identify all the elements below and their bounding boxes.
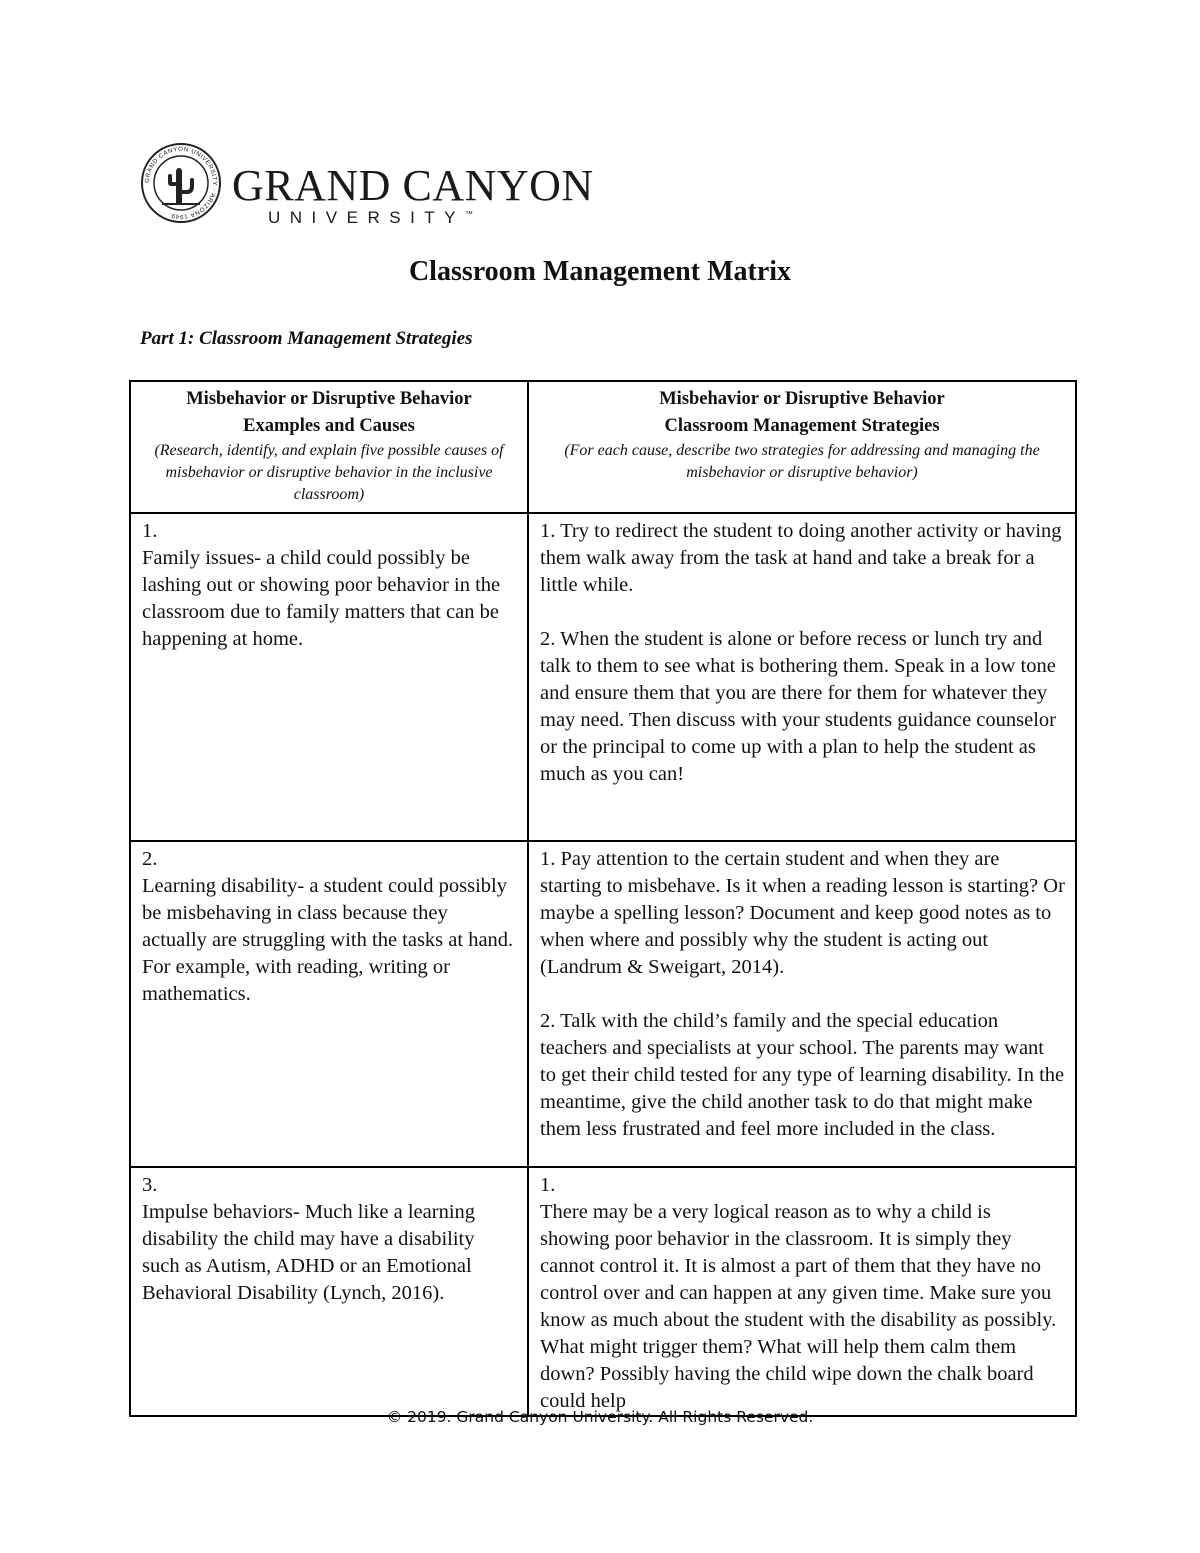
header-left-note: (Research, identify, and explain five possible causes of misbehavior or disruptive behavior in the inclusive classroom)	[154, 442, 504, 503]
header-right-line2: Classroom Management Strategies	[664, 416, 940, 436]
strategy-2: 2. When the student is alone or before recess or lunch try and talk to them to see what is bothering them. Speak in a low tone and ensure them that you are there for them for whatever they may need. Then discuss with your students guidance counselor or the principal to come up with a plan to help the student as much as you can!	[540, 628, 1057, 785]
cause-number: 3.	[142, 1174, 158, 1196]
strategy-cell	[528, 513, 1076, 841]
strategy-cell	[528, 841, 1076, 1167]
cause-cell	[130, 841, 528, 1167]
strategy-1: 1. Try to redirect the student to doing another activity or having them walk away from the task at hand and take a break for a little while.	[540, 520, 1062, 596]
strategy-cell	[528, 1167, 1076, 1416]
cause-cell	[130, 1167, 528, 1416]
header-strategies	[528, 381, 1076, 513]
cause-number: 1.	[142, 520, 158, 542]
strategy-1: There may be a very logical reason as to why a child is showing poor behavior in the classroom. It is simply they cannot control it. It is almost a part of them that they have no control over and can happen at any given time. Make sure you know as much about the student with the disability as possibly. What might trigger them? What will help them calm them down? Possibly having the child wipe down the chalk board could help	[540, 1201, 1057, 1412]
management-matrix-table	[129, 380, 1077, 1417]
header-left-line2: Examples and Causes	[243, 416, 415, 436]
strategy-number: 1.	[540, 1174, 556, 1196]
strategy-1: 1. Pay attention to the certain student and when they are starting to misbehave. Is it when a reading lesson is starting? Or maybe a spelling lesson? Document and keep good notes as to when where and possibly why the student is acting out (Landrum & Sweigart, 2014).	[540, 848, 1065, 978]
university-seal-icon	[140, 142, 222, 224]
header-left-line1: Misbehavior or Disruptive Behavior	[186, 389, 472, 409]
table-row	[130, 841, 1076, 1167]
university-logo	[140, 142, 594, 227]
cause-cell	[130, 513, 528, 841]
university-wordmark: GRAND CANYON	[232, 161, 594, 210]
cause-text: Learning disability- a student could possibly be misbehaving in class because they actually are struggling with the tasks at hand. For example, with reading, writing or mathematics.	[142, 875, 514, 1005]
document-title: Classroom Management Matrix	[408, 256, 792, 287]
header-right-line1: Misbehavior or Disruptive Behavior	[659, 389, 945, 409]
table-row	[130, 1167, 1076, 1416]
copyright-footer: © 2019. Grand Canyon University. All Rights Reserved.	[386, 1408, 814, 1426]
cause-text: Family issues- a child could possibly be lashing out or showing poor behavior in the classroom due to family matters that can be happening at home.	[142, 547, 501, 650]
header-right-note: (For each cause, describe two strategies for addressing and managing the misbehavior or disruptive behavior)	[564, 442, 1040, 481]
cause-text: Impulse behaviors- Much like a learning disability the child may have a disability such as Autism, ADHD or an Emotional Behavioral Disability (Lynch, 2016).	[142, 1201, 476, 1304]
cause-number: 2.	[142, 848, 158, 870]
table-row	[130, 513, 1076, 841]
svg-text:GRAND CANYON UNIVERSITY · ARIZ: GRAND CANYON UNIVERSITY · ARIZONA 1949	[143, 145, 219, 221]
header-causes	[130, 381, 528, 513]
table-header-row	[130, 381, 1076, 513]
university-wordmark-sub: UNIVERSITY™	[268, 208, 474, 227]
part-heading: Part 1: Classroom Management Strategies	[140, 328, 473, 349]
strategy-2: 2. Talk with the child’s family and the special education teachers and specialists at your school. The parents may want to get their child tested for any type of learning disability. In the meantime, give the child another task to do that might make them less frustrated and feel more included in the class.	[540, 1010, 1065, 1140]
